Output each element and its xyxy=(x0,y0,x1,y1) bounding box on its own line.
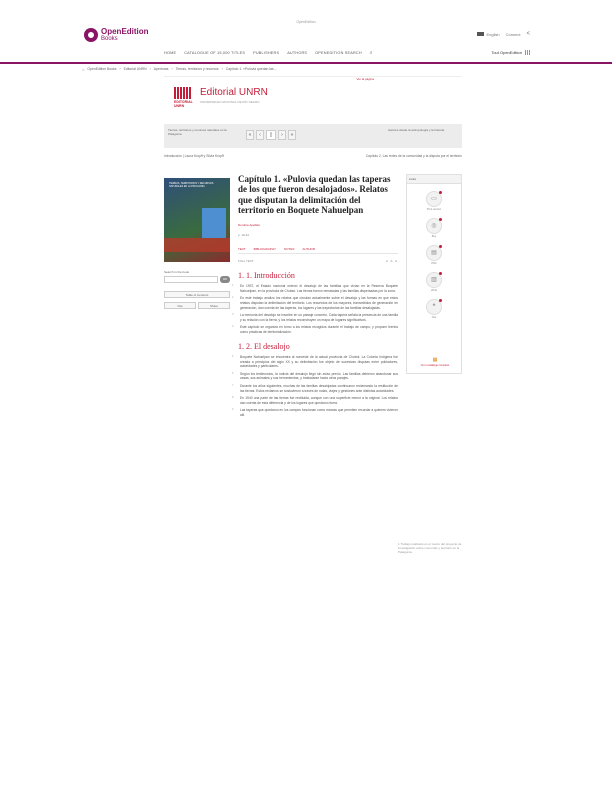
publisher-logo: EDITORIAL UNRN xyxy=(174,87,192,109)
section-title: 1. 1. Introducción xyxy=(238,271,295,281)
toc-icon[interactable]: ▯ xyxy=(266,130,276,140)
chapter-tabs xyxy=(238,247,398,254)
breadcrumb: ⌂ OpenEdition Books › Editorial UNRN › Aperturas › Tierras, territorios y recursos › Capítulo 1. «Pulovia quedan las... xyxy=(82,67,277,72)
paragraph: 9 Las taperas que quedaron en los campos funcionan como marcas que permiten recordar a quienes vivieron allí. xyxy=(232,408,398,417)
toc-button[interactable]: Table of contents xyxy=(164,291,230,298)
last-page-icon[interactable]: » xyxy=(288,130,296,140)
print-icon: ▭ xyxy=(426,191,442,207)
chapter-pages: p. 19-42 xyxy=(238,233,250,238)
top-note: OpenEdition xyxy=(296,20,316,24)
breadcrumb-item[interactable]: Tierras, territorios y recursos xyxy=(175,67,219,71)
epub-link[interactable]: ▥ ePub xyxy=(407,272,461,292)
flag-icon xyxy=(477,32,484,36)
account-link[interactable]: Connect xyxy=(505,31,521,37)
paragraph: 7 Durante los años siguientes, muchas de las familias desalojadas continuaron reclamando la restitución de las tierras. Estos reclamos se sostuvieron a través de notas, viajes y gestiones ante distintas autoridades. xyxy=(232,384,398,393)
header-divider xyxy=(0,62,612,64)
breadcrumb-item[interactable]: Editorial UNRN xyxy=(123,67,147,71)
section-title: 1. 2. El desalojo xyxy=(238,342,290,352)
first-page-icon[interactable]: « xyxy=(246,130,254,140)
catalogue-icon: ▦ xyxy=(432,357,438,364)
share-icon[interactable]: < xyxy=(526,31,530,37)
chapter-author[interactable]: Nombre Apellido xyxy=(238,223,261,228)
paragraph: 4 Este capítulo se organiza en torno a los relatos recogidos durante el trabajo de campo, y propone leerlos como prácticas de territorialización. xyxy=(232,325,398,334)
publisher-title: Editorial UNRN xyxy=(200,87,268,98)
paragraph: 6 Según los testimonios, la noticia del desalojo llegó sin aviso previo. Las familias debieron abandonar sus casas, sus animales y sus herramientas, y trasladarse hacia otros parajes. xyxy=(232,371,398,381)
book-search-input[interactable] xyxy=(164,276,218,283)
links-panel xyxy=(406,174,462,374)
nav-right[interactable]: Tout OpenEdition xyxy=(491,50,530,55)
catalogue-link[interactable]: ▦ Ver el catálogo completo xyxy=(409,357,461,367)
search-icon[interactable]: ⌕ xyxy=(369,50,373,56)
chapter-meta xyxy=(238,259,398,263)
book-search xyxy=(164,270,230,309)
nav-search[interactable]: OPENEDITION SEARCH xyxy=(315,51,362,55)
chapter-content xyxy=(232,174,398,420)
home-icon[interactable]: ⌂ xyxy=(82,67,85,72)
next-page-icon[interactable]: › xyxy=(278,130,286,140)
site-header xyxy=(0,28,612,64)
site-logo[interactable] xyxy=(84,28,149,42)
full-text-label: FULL TEXT xyxy=(238,259,254,264)
nav-authors[interactable]: AUTHORS xyxy=(287,51,308,55)
cover-title: TIERRAS, TERRITORIOS Y RECURSOS NATURALES EN LA PATAGONIA xyxy=(169,182,214,189)
paragraph: 2 En este trabajo analizo los relatos que circulan actualmente sobre el desalojo y las formas en que estos relatos disputan la delimitación del territorio. Los recuerdos de los mayores, transmitidos de generación en generación, dan cuenta de las taperas, los lugares y las trayectorias de las familias desalojadas. xyxy=(232,296,398,310)
publisher-banner[interactable] xyxy=(164,76,462,118)
cite-link[interactable]: ❝ Cite xyxy=(407,299,461,319)
tab-text[interactable]: TEXT xyxy=(238,247,246,252)
breadcrumb-item[interactable]: Aperturas xyxy=(153,67,169,71)
book-subtitle-link[interactable]: Aportes desde la antropología y la historia xyxy=(388,128,445,132)
epub-icon: ▥ xyxy=(426,272,442,288)
paragraph: 1 En 1937, el Estado nacional ordenó el desalojo de las familias que vivían en la Reserva Boquete Nahuelpan, en la provincia de Chubut. Las tierras fueron rematadas y las familias dispersadas por la zona. xyxy=(232,284,398,293)
tab-bibliography[interactable]: BIBLIOGRAPHY xyxy=(253,247,277,252)
links-panel-header: Links xyxy=(407,175,461,184)
pdf-icon: ▤ xyxy=(426,245,442,261)
paragraph: 8 En 1940 una parte de las tierras fue restituida, aunque con una superficie menor a la original. Los relatos dan cuenta de esta diferencia y de los lugares que quedaron fuera. xyxy=(232,396,398,405)
font-size-controls[interactable]: A A A xyxy=(385,259,398,264)
book-title-link[interactable]: Tierras, territorios y recursos naturales en la Patagonia xyxy=(168,128,227,137)
paragraph: 5 Boquete Nahuelpan se encuentra al noroeste de la actual provincia de Chubut. La Colonia Indígena fue creada a principios del siglo XX y su delimitación fue objeto de sucesivas disputas entre pobladores, autoridades y particulares. xyxy=(232,355,398,369)
main-nav xyxy=(164,50,373,56)
chapter-title: Capítulo 1. «Pulovia quedan las taperas de los que fueron desalojados». Relatos que disputan la delimitación del territorio en Boquete Nahuelpan xyxy=(238,174,391,216)
next-chapter-link[interactable]: Capítulo 2. Las redes de la comunidad y la disputa por el territorio xyxy=(365,154,462,158)
brand-line1: OpenEdition xyxy=(101,27,149,36)
book-cover[interactable] xyxy=(164,178,230,262)
cover-stripe xyxy=(164,238,230,252)
tab-author[interactable]: AUTHOR xyxy=(302,247,316,252)
brand-line2: Books xyxy=(101,36,118,42)
publisher-subtitle: UNIVERSIDAD NACIONAL DE RÍO NEGRO xyxy=(200,100,260,104)
print-version-link[interactable]: ▭ Print version xyxy=(407,191,461,211)
breadcrumb-current: Capítulo 1. «Pulovia quedan las... xyxy=(225,67,277,71)
nav-publishers[interactable]: PUBLISHERS xyxy=(253,51,280,55)
tab-notes[interactable]: NOTES xyxy=(284,247,295,252)
nav-home[interactable]: HOME xyxy=(164,51,177,55)
previous-chapter-link[interactable]: Introducción | Laura Kropff y Silvia Kropff xyxy=(164,154,224,158)
prev-page-icon[interactable]: ‹ xyxy=(256,130,264,140)
publisher-logo-icon xyxy=(174,87,192,99)
buy-link[interactable]: ◎ Buy xyxy=(407,218,461,238)
publisher-badge[interactable]: Ver la página xyxy=(356,77,374,81)
margin-note: 1 Trabajo realizado en el marco del proyecto de investigación sobre memorias y territorio en la Patagonia. xyxy=(398,542,462,555)
cite-icon: ❝ xyxy=(426,299,442,315)
breadcrumb-item[interactable]: OpenEdition Books xyxy=(87,67,117,71)
openedition-logo-icon xyxy=(84,28,98,42)
pdf-link[interactable]: ▤ PDF xyxy=(407,245,461,265)
paragraph: 3 La memoria del desalojo se inscribe en un paisaje concreto. Cada tapera señala la presencia de una familia y su relación con la tierra, y los relatos reconstruyen un mapa de lugares significativos. xyxy=(232,313,398,322)
search-label: Search in the book xyxy=(164,270,190,274)
header-right xyxy=(477,31,530,37)
toolbar-buttons xyxy=(246,130,296,140)
language-selector[interactable]: English xyxy=(477,32,499,37)
nav-catalogue[interactable]: CATALOGUE OF 15,000 TITLES xyxy=(184,51,246,55)
cite-button[interactable]: Cite xyxy=(164,302,196,309)
reader-toolbar xyxy=(164,124,462,148)
cover-art xyxy=(202,208,226,238)
apps-grid-icon xyxy=(525,50,530,55)
search-go-button[interactable]: OK xyxy=(220,276,230,283)
cart-icon: ◎ xyxy=(426,218,442,234)
share-button[interactable]: Share xyxy=(198,302,230,309)
